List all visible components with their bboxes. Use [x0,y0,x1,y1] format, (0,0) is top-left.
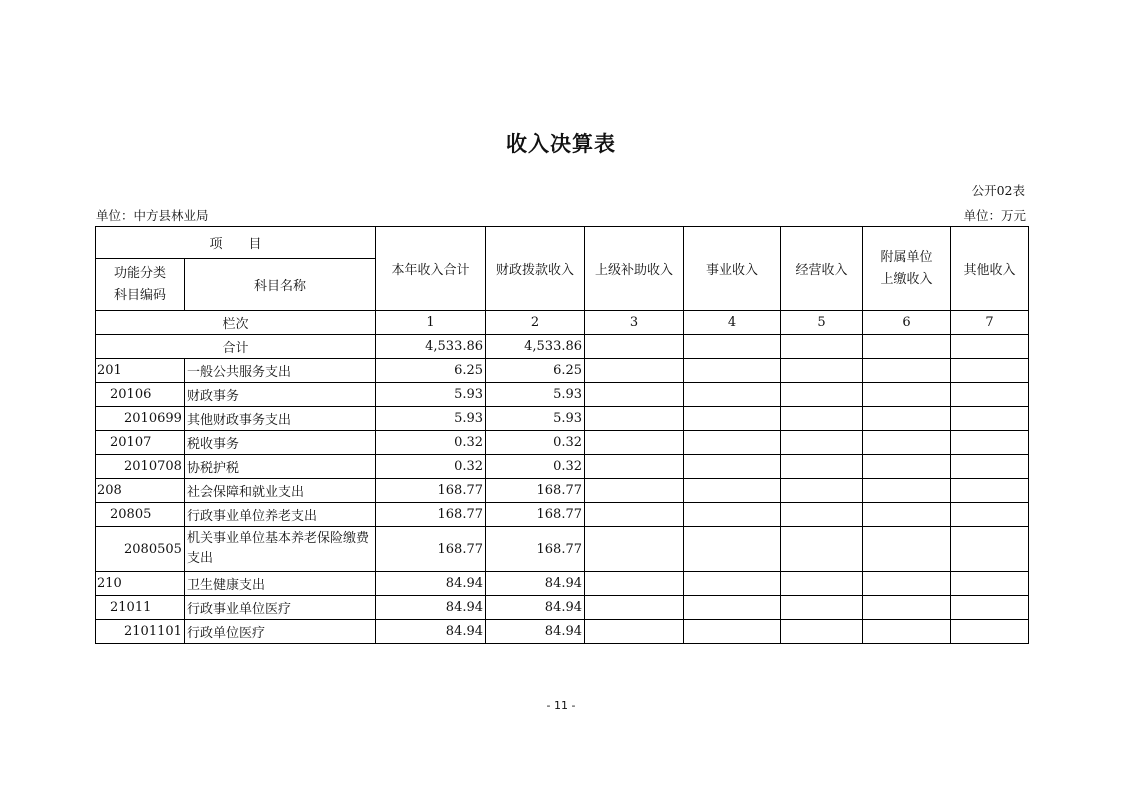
subject-code: 20107 [96,431,185,455]
income-total: 0.32 [376,431,486,455]
total-operating [781,335,863,359]
subject-name: 行政事业单位养老支出 [185,503,376,527]
subject-name: 一般公共服务支出 [185,359,376,383]
header-col-affiliated-line1: 附属单位 [880,249,933,265]
header-col-total: 本年收入合计 [376,227,486,311]
income-other [951,596,1029,620]
subject-code: 210 [96,572,185,596]
income-business [684,527,781,572]
income-operating [781,383,863,407]
income-superior [585,527,684,572]
column-index-6: 6 [863,311,951,335]
income-total: 168.77 [376,503,486,527]
subject-name: 卫生健康支出 [185,572,376,596]
total-row [96,335,1029,359]
income-business [684,455,781,479]
income-total: 168.77 [376,479,486,503]
column-index-7: 7 [951,311,1029,335]
income-business [684,383,781,407]
income-operating [781,479,863,503]
income-total: 84.94 [376,572,486,596]
income-total: 168.77 [376,527,486,572]
income-superior [585,620,684,644]
subject-code: 2101101 [96,620,185,644]
income-other [951,527,1029,572]
header-project: 项 目 [96,227,376,259]
page-title: 收入决算表 [506,132,616,156]
income-fiscal: 84.94 [486,596,585,620]
column-index-2: 2 [486,311,585,335]
table-row [96,596,1029,620]
income-superior [585,572,684,596]
header-func-code-line1: 功能分类 [113,265,166,281]
header-col-affiliated-line2: 上缴收入 [880,271,933,287]
subject-name: 行政事业单位医疗 [185,596,376,620]
income-total: 84.94 [376,596,486,620]
income-total: 5.93 [376,383,486,407]
header-col-affiliated [863,227,951,311]
total-other [951,335,1029,359]
subject-name: 机关事业单位基本养老保险缴费支出 [185,527,376,572]
income-total: 6.25 [376,359,486,383]
subject-name: 行政单位医疗 [185,620,376,644]
income-superior [585,455,684,479]
income-affiliated [863,503,951,527]
column-index-4: 4 [684,311,781,335]
header-subject-name: 科目名称 [185,259,376,311]
income-other [951,407,1029,431]
total-label: 合计 [96,335,376,359]
header-col-superior: 上级补助收入 [585,227,684,311]
income-affiliated [863,431,951,455]
income-other [951,572,1029,596]
income-business [684,572,781,596]
income-fiscal: 84.94 [486,620,585,644]
subject-code: 2010708 [96,455,185,479]
total-superior [585,335,684,359]
subject-name: 协税护税 [185,455,376,479]
income-business [684,431,781,455]
income-fiscal: 6.25 [486,359,585,383]
subject-name: 财政事务 [185,383,376,407]
header-col-business: 事业收入 [684,227,781,311]
income-operating [781,407,863,431]
income-other [951,503,1029,527]
income-other [951,455,1029,479]
header-col-operating: 经营收入 [781,227,863,311]
subject-name: 社会保障和就业支出 [185,479,376,503]
income-business [684,596,781,620]
income-business [684,407,781,431]
income-superior [585,407,684,431]
income-operating [781,455,863,479]
table-row [96,455,1029,479]
subject-code: 2080505 [96,527,185,572]
income-affiliated [863,407,951,431]
income-fiscal: 0.32 [486,431,585,455]
total-income: 4,533.86 [376,335,486,359]
income-affiliated [863,479,951,503]
column-index-row [96,311,1029,335]
subject-code: 201 [96,359,185,383]
income-operating [781,527,863,572]
income-affiliated [863,455,951,479]
income-fiscal: 0.32 [486,455,585,479]
income-fiscal: 168.77 [486,479,585,503]
income-affiliated [863,572,951,596]
form-number: 公开02表 [971,183,1025,198]
income-operating [781,572,863,596]
header-col-fiscal: 财政拨款收入 [486,227,585,311]
subject-code: 2010699 [96,407,185,431]
table-row [96,407,1029,431]
income-fiscal: 168.77 [486,503,585,527]
income-operating [781,431,863,455]
income-affiliated [863,383,951,407]
income-affiliated [863,359,951,383]
income-business [684,620,781,644]
income-fiscal: 168.77 [486,527,585,572]
income-other [951,479,1029,503]
income-fiscal: 5.93 [486,383,585,407]
income-business [684,479,781,503]
income-affiliated [863,527,951,572]
income-other [951,431,1029,455]
income-operating [781,503,863,527]
income-affiliated [863,596,951,620]
income-other [951,620,1029,644]
subject-code: 20106 [96,383,185,407]
income-total: 84.94 [376,620,486,644]
table-row [96,620,1029,644]
table-row [96,383,1029,407]
column-index-label: 栏次 [96,311,376,335]
table-row [96,572,1029,596]
income-fiscal: 84.94 [486,572,585,596]
header-col-other: 其他收入 [951,227,1029,311]
subject-code: 20805 [96,503,185,527]
table-row [96,479,1029,503]
table-row [96,359,1029,383]
table-row [96,527,1029,572]
income-business [684,359,781,383]
income-operating [781,620,863,644]
unit-currency: 单位：万元 [963,208,1026,223]
total-fiscal: 4,533.86 [486,335,585,359]
income-superior [585,503,684,527]
income-table [95,226,1029,644]
table-row [96,503,1029,527]
income-operating [781,359,863,383]
column-index-1: 1 [376,311,486,335]
income-superior [585,479,684,503]
header-func-code [96,259,185,311]
header-row-1 [96,227,1029,259]
subject-name: 其他财政事务支出 [185,407,376,431]
income-operating [781,596,863,620]
subject-name: 税收事务 [185,431,376,455]
income-total: 5.93 [376,407,486,431]
subject-code: 21011 [96,596,185,620]
header-func-code-line2: 科目编码 [113,287,166,303]
income-superior [585,431,684,455]
income-business [684,503,781,527]
income-superior [585,383,684,407]
income-other [951,383,1029,407]
total-business [684,335,781,359]
income-affiliated [863,620,951,644]
income-fiscal: 5.93 [486,407,585,431]
income-superior [585,596,684,620]
page-number: - 11 - [546,699,576,712]
income-other [951,359,1029,383]
column-index-3: 3 [585,311,684,335]
income-total: 0.32 [376,455,486,479]
unit-organization: 单位：中方县林业局 [96,208,209,223]
table-row [96,431,1029,455]
subject-code: 208 [96,479,185,503]
total-affiliated [863,335,951,359]
income-superior [585,359,684,383]
table-body [96,227,1029,644]
column-index-5: 5 [781,311,863,335]
